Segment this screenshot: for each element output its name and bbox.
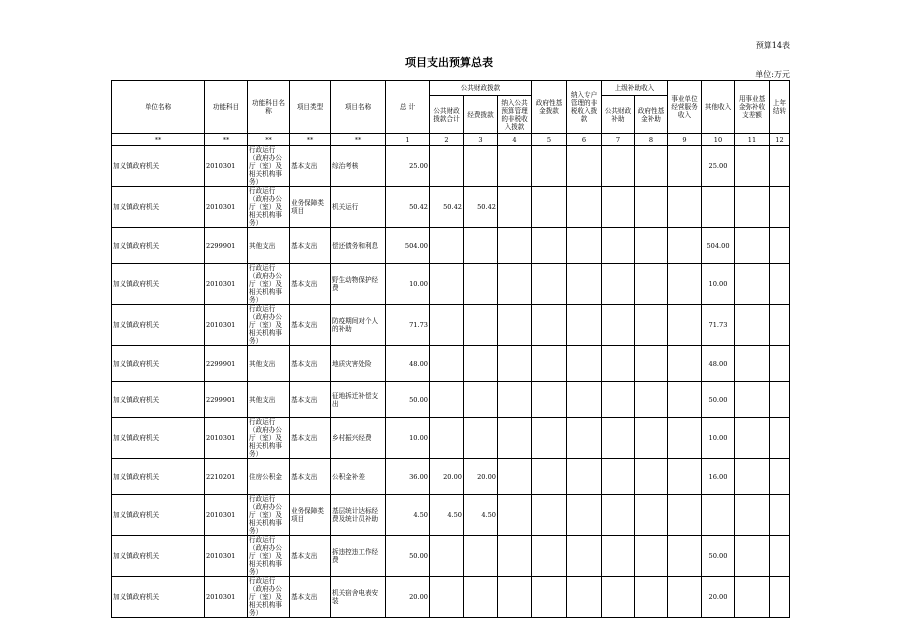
cell-expense-appropriation: [464, 382, 498, 418]
cell-expense-appropriation: [464, 577, 498, 618]
cell-superior-public: [602, 382, 635, 418]
cell-total: 10.00: [386, 418, 430, 459]
cell-project-name: 公积金补差: [331, 459, 386, 495]
table-row: [112, 187, 790, 228]
cell-unit-name: 加义镇政府机关: [112, 495, 205, 536]
index-row: [112, 134, 790, 146]
cell-func-code: 2010301: [205, 536, 248, 577]
header-business-income: 事业单位经营服务收入: [668, 81, 702, 134]
cell-project-type: 业务保障类项目: [290, 495, 331, 536]
cell-func-name: 行政运行（政府办公厅（室）及相关机构事务）: [248, 418, 290, 459]
cell-public-subtotal: 4.50: [430, 495, 464, 536]
cell-superior-fund: [635, 382, 668, 418]
cell-expense-appropriation: 4.50: [464, 495, 498, 536]
cell-gov-fund: [532, 577, 567, 618]
cell-superior-public: [602, 346, 635, 382]
table-row: [112, 495, 790, 536]
cell-business-income: [668, 536, 702, 577]
cell-total: 10.00: [386, 264, 430, 305]
header-total: 总 计: [386, 81, 430, 134]
cell-func-name: 行政运行（政府办公厅（室）及相关机构事务）: [248, 187, 290, 228]
cell-business-income: [668, 459, 702, 495]
cell-total: 4.50: [386, 495, 430, 536]
cell-business-income: [668, 495, 702, 536]
cell-unit-name: 加义镇政府机关: [112, 459, 205, 495]
cell-carryover: [770, 459, 790, 495]
cell-fiscal-account: [567, 146, 602, 187]
cell-superior-public: [602, 536, 635, 577]
cell-func-code: 2010301: [205, 187, 248, 228]
cell-business-fund: [735, 264, 770, 305]
cell-superior-fund: [635, 346, 668, 382]
header-carryover: 上年结转: [770, 81, 790, 134]
index-cell: 3: [464, 134, 498, 146]
cell-superior-fund: [635, 264, 668, 305]
header-superior-fund: 政府性基金补助: [635, 96, 668, 134]
cell-total: 50.00: [386, 382, 430, 418]
cell-fiscal-account: [567, 418, 602, 459]
cell-project-name: 防疫期间对个人的补助: [331, 305, 386, 346]
cell-fiscal-account: [567, 577, 602, 618]
table-row: [112, 146, 790, 187]
table-row: [112, 536, 790, 577]
cell-gov-fund: [532, 146, 567, 187]
index-cell: 2: [430, 134, 464, 146]
cell-project-name: 偿还债务和利息: [331, 228, 386, 264]
header-business-fund: 用事业基金弥补收支差额: [735, 81, 770, 134]
cell-fiscal-account: [567, 346, 602, 382]
cell-total: 71.73: [386, 305, 430, 346]
cell-superior-public: [602, 305, 635, 346]
cell-unit-name: 加义镇政府机关: [112, 382, 205, 418]
cell-gov-fund: [532, 536, 567, 577]
table-row: [112, 228, 790, 264]
cell-special-management: [498, 228, 532, 264]
cell-unit-name: 加义镇政府机关: [112, 305, 205, 346]
cell-carryover: [770, 187, 790, 228]
cell-business-income: [668, 228, 702, 264]
header-project-name: 项目名称: [331, 81, 386, 134]
header-expense-appropriation: 经费拨款: [464, 96, 498, 134]
cell-project-type: 基本支出: [290, 346, 331, 382]
cell-func-code: 2210201: [205, 459, 248, 495]
cell-public-subtotal: [430, 577, 464, 618]
index-cell: **: [112, 134, 205, 146]
cell-project-name: 乡村振兴经费: [331, 418, 386, 459]
table-row: [112, 382, 790, 418]
cell-total: 36.00: [386, 459, 430, 495]
cell-func-name: 其他支出: [248, 382, 290, 418]
cell-carryover: [770, 418, 790, 459]
cell-unit-name: 加义镇政府机关: [112, 418, 205, 459]
table-row: [112, 418, 790, 459]
index-cell: 4: [498, 134, 532, 146]
cell-superior-public: [602, 495, 635, 536]
cell-func-name: 行政运行（政府办公厅（室）及相关机构事务）: [248, 146, 290, 187]
cell-project-name: 基层统计达标经费及统计员补助: [331, 495, 386, 536]
index-cell: 9: [668, 134, 702, 146]
header-unit-name: 单位名称: [112, 81, 205, 134]
cell-special-management: [498, 382, 532, 418]
budget-table: [111, 80, 790, 618]
cell-other-income: 50.00: [702, 382, 735, 418]
cell-unit-name: 加义镇政府机关: [112, 264, 205, 305]
cell-carryover: [770, 346, 790, 382]
cell-special-management: [498, 459, 532, 495]
cell-expense-appropriation: [464, 418, 498, 459]
cell-func-name: 其他支出: [248, 228, 290, 264]
cell-expense-appropriation: 20.00: [464, 459, 498, 495]
cell-fiscal-account: [567, 228, 602, 264]
cell-public-subtotal: [430, 536, 464, 577]
cell-superior-public: [602, 418, 635, 459]
cell-project-type: 基本支出: [290, 305, 331, 346]
cell-project-type: 基本支出: [290, 264, 331, 305]
cell-unit-name: 加义镇政府机关: [112, 536, 205, 577]
cell-business-income: [668, 418, 702, 459]
cell-superior-fund: [635, 228, 668, 264]
cell-carryover: [770, 146, 790, 187]
cell-business-income: [668, 305, 702, 346]
cell-expense-appropriation: [464, 228, 498, 264]
cell-total: 48.00: [386, 346, 430, 382]
cell-carryover: [770, 577, 790, 618]
index-cell: **: [248, 134, 290, 146]
cell-func-code: 2299901: [205, 228, 248, 264]
cell-total: 504.00: [386, 228, 430, 264]
cell-special-management: [498, 536, 532, 577]
cell-carryover: [770, 495, 790, 536]
cell-expense-appropriation: [464, 264, 498, 305]
cell-special-management: [498, 577, 532, 618]
cell-public-subtotal: [430, 382, 464, 418]
cell-project-type: 基本支出: [290, 382, 331, 418]
cell-total: 25.00: [386, 146, 430, 187]
cell-other-income: 10.00: [702, 418, 735, 459]
cell-func-code: 2299901: [205, 382, 248, 418]
cell-expense-appropriation: [464, 536, 498, 577]
cell-other-income: 71.73: [702, 305, 735, 346]
cell-func-code: 2010301: [205, 305, 248, 346]
header-func-name: 功能科目名称: [248, 81, 290, 134]
index-cell: **: [205, 134, 248, 146]
cell-func-name: 其他支出: [248, 346, 290, 382]
cell-expense-appropriation: [464, 305, 498, 346]
cell-func-name: 行政运行（政府办公厅（室）及相关机构事务）: [248, 495, 290, 536]
header-other-income: 其他收入: [702, 81, 735, 134]
cell-unit-name: 加义镇政府机关: [112, 187, 205, 228]
cell-business-fund: [735, 346, 770, 382]
cell-project-type: 基本支出: [290, 536, 331, 577]
table-row: [112, 264, 790, 305]
cell-public-subtotal: [430, 264, 464, 305]
cell-business-fund: [735, 187, 770, 228]
cell-unit-name: 加义镇政府机关: [112, 346, 205, 382]
cell-public-subtotal: [430, 228, 464, 264]
cell-business-income: [668, 146, 702, 187]
cell-business-fund: [735, 459, 770, 495]
cell-public-subtotal: 20.00: [430, 459, 464, 495]
index-cell: 1: [386, 134, 430, 146]
index-cell: 7: [602, 134, 635, 146]
cell-project-name: 野生动物保护经费: [331, 264, 386, 305]
cell-carryover: [770, 305, 790, 346]
cell-unit-name: 加义镇政府机关: [112, 228, 205, 264]
cell-gov-fund: [532, 187, 567, 228]
cell-fiscal-account: [567, 536, 602, 577]
cell-gov-fund: [532, 418, 567, 459]
cell-project-name: 拆违控违工作经费: [331, 536, 386, 577]
index-cell: 12: [770, 134, 790, 146]
cell-gov-fund: [532, 228, 567, 264]
page-title: 项目支出预算总表: [405, 56, 493, 69]
index-cell: 6: [567, 134, 602, 146]
cell-gov-fund: [532, 264, 567, 305]
cell-business-income: [668, 264, 702, 305]
cell-superior-fund: [635, 459, 668, 495]
cell-project-name: 综治考核: [331, 146, 386, 187]
cell-carryover: [770, 228, 790, 264]
index-cell: **: [290, 134, 331, 146]
cell-other-income: 20.00: [702, 577, 735, 618]
cell-business-fund: [735, 382, 770, 418]
cell-total: 20.00: [386, 577, 430, 618]
index-cell: **: [331, 134, 386, 146]
cell-public-subtotal: [430, 146, 464, 187]
cell-superior-public: [602, 187, 635, 228]
cell-other-income: 10.00: [702, 264, 735, 305]
cell-superior-fund: [635, 418, 668, 459]
cell-fiscal-account: [567, 187, 602, 228]
cell-other-income: [702, 187, 735, 228]
cell-superior-fund: [635, 187, 668, 228]
cell-other-income: 504.00: [702, 228, 735, 264]
cell-fiscal-account: [567, 495, 602, 536]
cell-gov-fund: [532, 495, 567, 536]
cell-superior-fund: [635, 305, 668, 346]
cell-superior-public: [602, 577, 635, 618]
cell-func-name: 行政运行（政府办公厅（室）及相关机构事务）: [248, 264, 290, 305]
cell-business-fund: [735, 305, 770, 346]
header-gov-fund: 政府性基金拨款: [532, 81, 567, 134]
cell-special-management: [498, 264, 532, 305]
cell-business-income: [668, 187, 702, 228]
cell-superior-fund: [635, 577, 668, 618]
cell-public-subtotal: [430, 418, 464, 459]
cell-business-fund: [735, 577, 770, 618]
header-superior-group: 上级补助收入: [602, 81, 668, 96]
cell-func-code: 2299901: [205, 346, 248, 382]
cell-special-management: [498, 418, 532, 459]
cell-special-management: [498, 305, 532, 346]
cell-func-code: 2010301: [205, 146, 248, 187]
header-superior-public: 公共财政补助: [602, 96, 635, 134]
cell-special-management: [498, 346, 532, 382]
cell-project-type: 基本支出: [290, 228, 331, 264]
cell-project-name: 机关运行: [331, 187, 386, 228]
cell-superior-fund: [635, 146, 668, 187]
unit-label: 单位:万元: [755, 70, 790, 79]
cell-public-subtotal: [430, 346, 464, 382]
cell-project-name: 征地拆迁补偿支出: [331, 382, 386, 418]
cell-project-type: 基本支出: [290, 418, 331, 459]
cell-business-fund: [735, 418, 770, 459]
cell-project-type: 基本支出: [290, 146, 331, 187]
form-number: 预算14表: [755, 41, 790, 50]
table-row: [112, 305, 790, 346]
cell-func-code: 2010301: [205, 418, 248, 459]
cell-business-income: [668, 577, 702, 618]
cell-fiscal-account: [567, 459, 602, 495]
cell-project-name: 地质灾害处险: [331, 346, 386, 382]
cell-business-fund: [735, 495, 770, 536]
cell-superior-fund: [635, 536, 668, 577]
cell-carryover: [770, 536, 790, 577]
cell-business-income: [668, 346, 702, 382]
index-cell: 5: [532, 134, 567, 146]
cell-unit-name: 加义镇政府机关: [112, 577, 205, 618]
cell-superior-public: [602, 264, 635, 305]
cell-func-code: 2010301: [205, 577, 248, 618]
index-cell: 10: [702, 134, 735, 146]
cell-special-management: [498, 495, 532, 536]
cell-fiscal-account: [567, 305, 602, 346]
table-row: [112, 577, 790, 618]
cell-superior-fund: [635, 495, 668, 536]
cell-gov-fund: [532, 305, 567, 346]
cell-other-income: 25.00: [702, 146, 735, 187]
index-cell: 11: [735, 134, 770, 146]
cell-superior-public: [602, 228, 635, 264]
cell-func-name: 行政运行（政府办公厅（室）及相关机构事务）: [248, 536, 290, 577]
cell-project-name: 机关宿舍电表安装: [331, 577, 386, 618]
cell-func-name: 行政运行（政府办公厅（室）及相关机构事务）: [248, 577, 290, 618]
cell-total: 50.00: [386, 536, 430, 577]
cell-public-subtotal: [430, 305, 464, 346]
cell-expense-appropriation: [464, 146, 498, 187]
cell-gov-fund: [532, 459, 567, 495]
cell-total: 50.42: [386, 187, 430, 228]
cell-func-code: 2010301: [205, 495, 248, 536]
index-cell: 8: [635, 134, 668, 146]
cell-expense-appropriation: [464, 346, 498, 382]
cell-func-name: 住房公积金: [248, 459, 290, 495]
cell-public-subtotal: 50.42: [430, 187, 464, 228]
cell-project-type: 业务保障类项目: [290, 187, 331, 228]
cell-superior-public: [602, 146, 635, 187]
header-project-type: 项目类型: [290, 81, 331, 134]
cell-fiscal-account: [567, 264, 602, 305]
cell-func-name: 行政运行（政府办公厅（室）及相关机构事务）: [248, 305, 290, 346]
header-fiscal-account: 纳入专户管理的非税收入拨款: [567, 81, 602, 134]
cell-func-code: 2010301: [205, 264, 248, 305]
cell-gov-fund: [532, 382, 567, 418]
cell-project-type: 基本支出: [290, 459, 331, 495]
table-row: [112, 459, 790, 495]
cell-other-income: 16.00: [702, 459, 735, 495]
cell-carryover: [770, 264, 790, 305]
cell-business-fund: [735, 146, 770, 187]
cell-carryover: [770, 382, 790, 418]
cell-gov-fund: [532, 346, 567, 382]
cell-other-income: 50.00: [702, 536, 735, 577]
cell-project-type: 基本支出: [290, 577, 331, 618]
cell-superior-public: [602, 459, 635, 495]
cell-other-income: [702, 495, 735, 536]
header-special-management: 纳入公共预算管理的非税收入拨款: [498, 96, 532, 134]
cell-special-management: [498, 146, 532, 187]
cell-business-fund: [735, 536, 770, 577]
cell-special-management: [498, 187, 532, 228]
cell-other-income: 48.00: [702, 346, 735, 382]
header-public-finance-group: 公共财政拨款: [430, 81, 532, 96]
table-row: [112, 346, 790, 382]
cell-fiscal-account: [567, 382, 602, 418]
header-func-code: 功能科目: [205, 81, 248, 134]
cell-business-income: [668, 382, 702, 418]
cell-unit-name: 加义镇政府机关: [112, 146, 205, 187]
cell-expense-appropriation: 50.42: [464, 187, 498, 228]
header-public-subtotal: 公共财政拨款合计: [430, 96, 464, 134]
cell-business-fund: [735, 228, 770, 264]
